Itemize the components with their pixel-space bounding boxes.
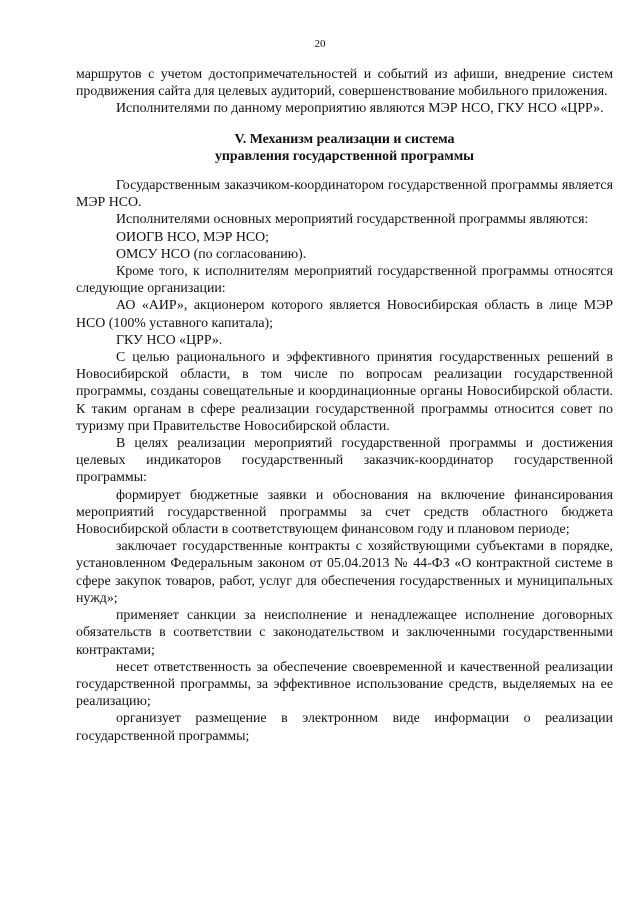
section-body (76, 177, 613, 745)
paragraph: С целью рационального и эффективного принятия государственных решений в Новосибирской области, в том числе по вопросам реализации государственной программы, созданы совещательные и координационные органы Новосибирской области. К таким органам в сфере реализации государственной программы относится совет по туризму при Правительстве Новосибирской области. (76, 350, 613, 434)
paragraph: ОИОГВ НСО, МЭР НСО; (116, 229, 270, 245)
section-heading (76, 131, 613, 165)
paragraph: Исполнителями по данному мероприятию являются МЭР НСО, ГКУ НСО «ЦРР». (116, 101, 604, 117)
paragraph: ГКУ НСО «ЦРР». (116, 332, 223, 348)
paragraph: ОМСУ НСО (по согласованию). (116, 246, 307, 262)
paragraph: заключает государственные контракты с хозяйствующими субъектами в порядке, установленном Федеральным законом от 05.04.2013 № 44-ФЗ «О контрактной системе в сфере закупок товаров, работ, услуг для обеспечения государственных и муниципальных нужд»; (76, 539, 613, 606)
section-heading-line: V. Механизм реализации и система (234, 131, 455, 147)
section-heading-line: управления государственной программы (214, 148, 475, 164)
paragraph: Государственным заказчиком-координатором государственной программы является МЭР НСО. (76, 178, 613, 211)
paragraph: формирует бюджетные заявки и обоснования на включение финансирования мероприятий государственной программы за счет средств областного бюджета Новосибирской области в соответствующем финансовом году и плановом периоде; (76, 487, 613, 538)
paragraph: АО «АИР», акционером которого является Новосибирская область в лице МЭР НСО (100% уставного капитала); (76, 298, 613, 331)
paragraph: Исполнителями основных мероприятий государственной программы являются: (116, 212, 589, 228)
paragraph: маршрутов с учетом достопримечательностей и событий из афиши, внедрение систем продвижения сайта для целевых аудиторий, совершенствование мобильного приложения. (76, 67, 613, 100)
paragraph: В целях реализации мероприятий государственной программы и достижения целевых индикаторов государственный заказчик-координатор государственной программы: (76, 436, 613, 486)
document-body (76, 66, 613, 745)
paragraph: Кроме того, к исполнителям мероприятий государственной программы относятся следующие организации: (76, 264, 613, 297)
paragraph: несет ответственность за обеспечение своевременной и качественной реализации государственной программы, за эффективное использование средств, выделяемых на ее реализацию; (76, 659, 613, 710)
page-number: 20 (314, 38, 326, 50)
paragraph: применяет санкции за неисполнение и ненадлежащее исполнение договорных обязательств в соответствии с законодательством и заключенными государственными контрактами; (76, 608, 613, 658)
paragraph: организует размещение в электронном виде информации о реализации государственной программы; (76, 711, 613, 744)
